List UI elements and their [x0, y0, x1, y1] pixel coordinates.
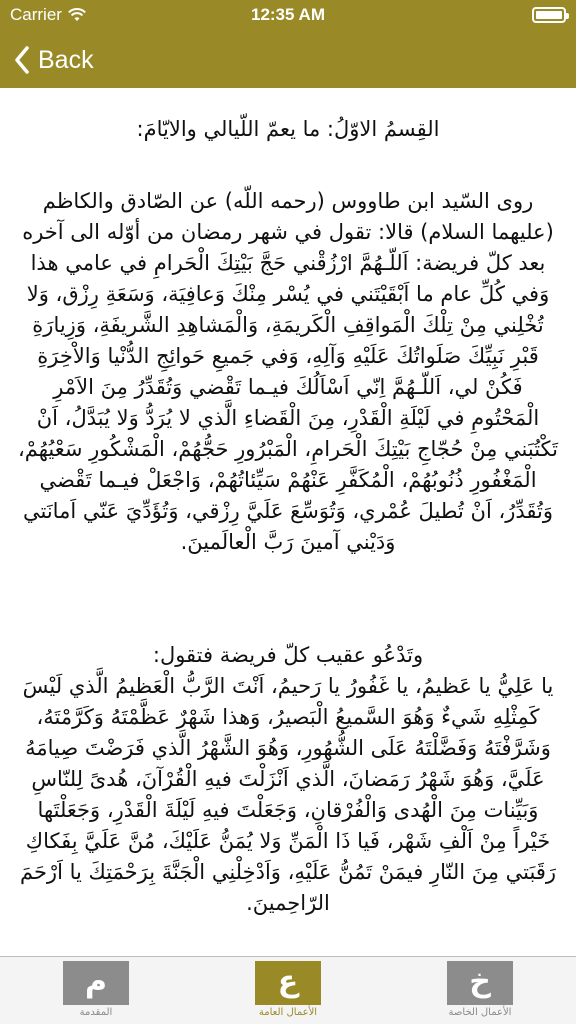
status-bar — [0, 0, 576, 32]
tab-introduction-label: المقدمة — [79, 1007, 113, 1018]
special-deeds-tab-icon: خ — [447, 961, 513, 1005]
back-button[interactable] — [14, 40, 94, 80]
tab-general-deeds-label: الأعمال العامة — [258, 1007, 318, 1018]
dua-2-block — [0, 640, 576, 919]
tab-special-deeds-label: الأعمال الخاصة — [448, 1007, 512, 1018]
dua-2-text: يا عَلِيُّ يا عَظيمُ، يا غَفُورُ يا رَحيمُ، اَنْتَ الرَّبُّ الْعَظيمُ الَّذي لَيْسَ كَمِثْلِهِ شَيءٌ وَهُوَ السَّميعُ الْبَصيرُ، وَهذا شَهْرٌ عَظَّمْتَهُ وَكَرَّمْتَهُ، وَشَرَّفْتَهُ وَفَضَّلْتَهُ عَلَى الشُّهُورِ، وَهُوَ الشَّهْرُ الَّذي فَرَضْتَ صِيامَهُ عَلَيَّ، وَهُوَ شَهْرُ رَمَضانَ، الَّذي اَنْزَلْتَ فيهِ الْقُرْآنَ، هُدىً لِلنّاسِ وَبَيِّنات مِنَ الْهُدى وَالْفُرْقانِ، وَجَعَلْتَ فيهِ لَيْلَةَ الْقَدْرِ، وَجَعَلْتَها خَيْراً مِنْ اَلْفِ شَهْر، فَيا ذَا الْمَنِّ وَلا يُمَنُّ عَلَيْكَ، مُنَّ عَلَيَّ بِفَكاكِ رَقَبَتي مِنَ النّارِ فيمَنْ تَمُنُّ عَلَيْهِ، وَاَدْخِلْنِي الْجَنَّةَ بِرَحْمَتِكَ يا اَرْحَمَ الرّاحِمينَ. — [19, 674, 557, 915]
general-deeds-tab-icon: ع — [255, 961, 321, 1005]
navigation-bar — [0, 32, 576, 88]
content-scroll-view[interactable] — [0, 88, 576, 956]
dua-2-intro: وتَدْعُو عقيب كلّ فريضة فتقول: — [152, 643, 424, 667]
section-heading: القِسمُ الاوّلُ: ما يعمّ اللّيالي والايّامَ: — [136, 117, 440, 141]
narration-and-dua-1 — [0, 186, 576, 558]
back-label: Back — [38, 45, 94, 74]
tab-special-deeds[interactable] — [420, 961, 540, 1023]
narration-text: روى السّيد ابن طاووس (رحمه اللّه) عن الصّادق والكاظم (عليهما السلام) قالا: تقول في شهر رمضان من أوّله الى آخره بعد كلّ فريضة: — [22, 189, 554, 275]
tab-bar — [0, 956, 576, 1024]
battery-level — [536, 11, 562, 19]
tab-general-deeds[interactable] — [228, 961, 348, 1023]
introduction-tab-icon: م — [63, 961, 129, 1005]
battery-icon — [532, 7, 566, 23]
status-time: 12:35 AM — [250, 5, 325, 24]
tab-introduction[interactable] — [36, 961, 156, 1023]
dua-1-text: اَللّـهُمَّ ارْزُقْني حَجَّ بَيْتِكَ الْحَرامِ في عامي هذا وَفي كُلِّ عام ما اَبْقَيْتَني في يُسْر مِنْكَ وَعافِيَة، وَسَعَةِ رِزْق، وَلا تُخْلِني مِنْ تِلْكَ الْمَواقِفِ الْكَريمَةِ، وَالْمَشاهِدِ الشَّريفَةِ، وَزِيارَةِ قَبْرِ نَبِيِّكَ صَلَواتُكَ عَلَيْهِ وَآلِهِ، وَفي جَميعِ حَوائِجِ الدُّنْيا وَالاْخِرَةِ فَكُنْ لي، اَللّـهُمَّ اِنّي اَسْاَلُكَ فيـما تَقْضي وَتُقَدِّرُ مِنَ الاَمْرِ الْمَحْتُومِ في لَيْلَةِ الْقَدْرِ، مِنَ الْقَضاءِ الَّذي لا يُرَدُّ وَلا يُبَدَّلُ، اَنْ تَكْتُبَني مِنْ حُجّاجِ بَيْتِكَ الْحَرامِ، الْمَبْرُورِ حَجُّهُمْ، الْمَشْكُورِ سَعْيُهُمْ، الْمَغْفُورِ ذُنُوبُهُمْ، الْمُكَفَّرِ عَنْهُمْ سَيِّئاتُهُمْ، وَاجْعَلْ فيـما تَقْضي وَتُقَدِّرُ، اَنْ تُطيلَ عُمْري، وَتُوَسِّعَ عَلَيَّ رِزْقي، وَتُؤَدِّيَ عَنّي اَمانَتي وَدَيْني آمينَ رَبَّ الْعالَمينَ. — [17, 251, 559, 554]
carrier-label: Carrier — [10, 5, 62, 24]
chevron-left-icon — [14, 46, 30, 74]
